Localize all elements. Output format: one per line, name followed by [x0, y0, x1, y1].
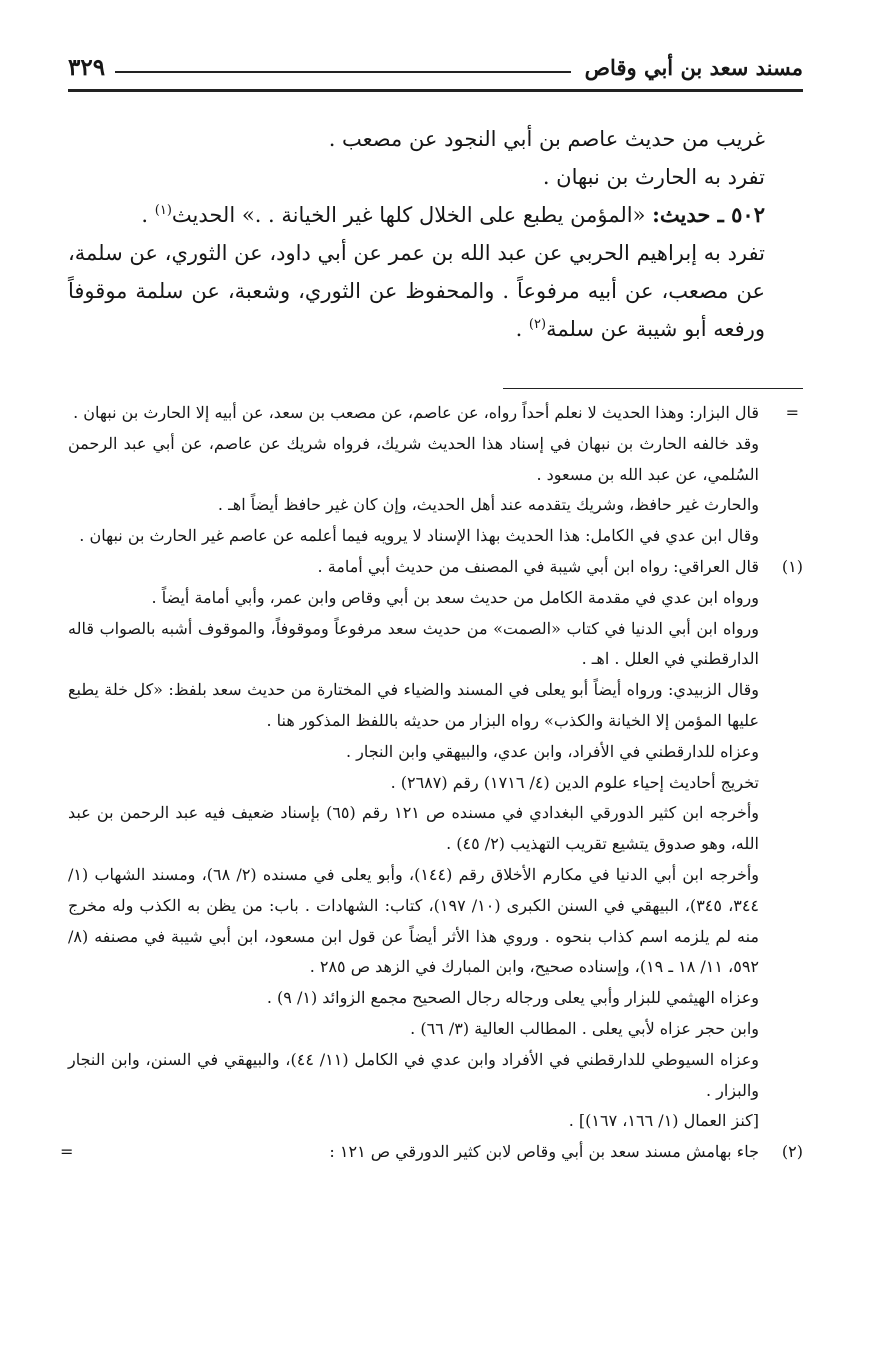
- footnote-line: والحارث غير حافظ، وشريك يتقدمه عند أهل الحديث، وإن كان غير حافظ أيضاً اهـ .: [217, 495, 759, 515]
- footnote-line: ورواه ابن عدي في مقدمة الكامل من حديث سعد بن أبي وقاص وابن عمر، وأبي أمامة أيضاً .: [151, 587, 759, 607]
- footnote-line: قال البزار: وهذا الحديث لا نعلم أحداً رواه، عن عاصم، عن مصعب بن سعد، عن أبيه إلا الحارث بن نبهان .: [73, 403, 759, 422]
- footnote-line: ورواه ابن أبي الدنيا في كتاب «الصمت» من حديث سعد مرفوعاً وموقوفاً، والموقوف أشبه بالصواب قاله الدارقطني في العلل . اهـ .: [68, 618, 760, 669]
- footnote-line: وقال الزبيدي: ورواه أيضاً أبو يعلى في المسند والضياء في المختارة من حديث سعد بلفظ: «كل خلة يطبع عليها المؤمن إلا الخيانة والكذب» رواه البزار من حديثه باللفظ المذكور هنا .: [68, 680, 759, 730]
- hadith-number: ٥٠٢: [731, 202, 765, 227]
- hadith-dash: ـ: [710, 202, 732, 227]
- header-rule: [115, 71, 571, 73]
- footnote-line: تخريج أحاديث إحياء علوم الدين (٤/ ١٧١٦) رقم (٢٦٨٧) .: [390, 772, 759, 792]
- footnote-line: قال العراقي: رواه ابن أبي شيبة في المصنف من حديث أبي أمامة .: [317, 556, 759, 576]
- footnote-divider: [503, 388, 803, 389]
- footnote-ref-1: (١): [154, 203, 172, 218]
- paragraph-1: غريب من حديث عاصم بن أبي النجود عن مصعب .: [328, 127, 765, 151]
- footnote-continuation: [68, 398, 803, 552]
- footnote-line: وأخرجه ابن كثير الدورقي البغدادي في مسنده ص ١٢١ رقم (٦٥) بإسناد ضعيف فيه عبد الرحمن بن عبد الله، وهو صدوق يتشيع تقريب التهذيب (٢/ ٤٥) .: [68, 803, 760, 854]
- main-text: [68, 120, 803, 348]
- footnote-line: وعزاه للدارقطني في الأفراد، وابن عدي، والبيهقي وابن النجار .: [345, 741, 759, 761]
- continuation-mark: =: [785, 403, 799, 422]
- footnote-line: وابن حجر عزاه لأبي يعلى . المطالب العالية (٣/ ٦٦) .: [410, 1018, 759, 1038]
- footnote-1: [68, 552, 803, 1137]
- footnote-2: [60, 1137, 803, 1168]
- hadith-paragraph: [68, 196, 803, 234]
- running-title: مسند سعد بن أبي وقاص: [584, 54, 803, 80]
- hadith-label: حديث:: [652, 202, 711, 227]
- paragraph-4-text: تفرد به إبراهيم الحربي عن عبد الله بن عمر عن أبي داود، عن الثوري، عن سلمة، عن مصعب، عن أبيه مرفوعاً . والمحفوظ عن الثوري، وشعبة، عن سلمة موقوفاً ورفعه أبو شيبة عن سلمة: [68, 241, 765, 341]
- paragraph-4: [68, 234, 803, 348]
- page-number: ٣٢٩: [68, 53, 106, 81]
- footnote-1-marker: (١): [781, 556, 803, 576]
- continued-mark: =: [60, 1142, 74, 1162]
- footnote-line: وعزاه السيوطي للدارقطني في الأفراد وابن عدي في الكامل (١١/ ٤٤)، والبيهقي في السنن، وابن النجار والبزار .: [68, 1049, 760, 1100]
- paragraph-2: تفرد به الحارث بن نبهان .: [542, 165, 765, 189]
- footnote-line: وقال ابن عدي في الكامل: هذا الحديث بهذا الإسناد لا يرويه فيما أعلمه عن عاصم غير الحارث بن نبهان .: [79, 526, 759, 546]
- footnote-line: وأخرجه ابن أبي الدنيا في مكارم الأخلاق رقم (١٤٤)، وأبو يعلى في مسنده (٢/ ٦٨)، ومسند الشهاب (١/ ٣٤٤، ٣٤٥)، البيهقي في السنن الكبرى (١٠/ ١٩٧)، كتاب: الشهادات . باب: من يظن به الكذب وله مخرج منه لم يلزمه اسم كذاب بنحوه . وروي هذا الأثر أيضاً عن قول ابن مسعود، ابن أبي شيبة في مصنفه (٨/ ٥٩٢، ١١/ ١٨ ـ ١٩)، وإسناده صحيح، وابن المبارك في الزهد ص ٢٨٥ .: [68, 864, 760, 977]
- footnote-line: وعزاه الهيثمي للبزار وأبي يعلى ورجاله رجال الصحيح مجمع الزوائد (١/ ٩) .: [266, 988, 759, 1008]
- footnote-line: [كنز العمال (١/ ١٦٦، ١٦٧)] .: [568, 1111, 759, 1131]
- header-divider: [68, 89, 803, 92]
- footnotes: [60, 398, 803, 1168]
- paragraph-4-end: .: [515, 317, 529, 341]
- page-header: [68, 50, 803, 84]
- hadith-text: «المؤمن يطبع على الخلال كلها غير الخيانة . .» الحديث: [171, 203, 653, 227]
- footnote-2-marker: (٢): [781, 1142, 803, 1162]
- hadith-end: .: [141, 203, 155, 227]
- footnote-line: وقد خالفه الحارث بن نبهان في إسناد هذا الحديث شريك، فرواه شريك عن عاصم، عن أبي عبد الرحمن السُلمي، عن عبد الله بن مسعود .: [68, 433, 760, 484]
- footnote-line: جاء بهامش مسند سعد بن أبي وقاص لابن كثير الدورقي ص ١٢١ :: [329, 1142, 759, 1162]
- footnote-ref-2: (٢): [528, 317, 547, 332]
